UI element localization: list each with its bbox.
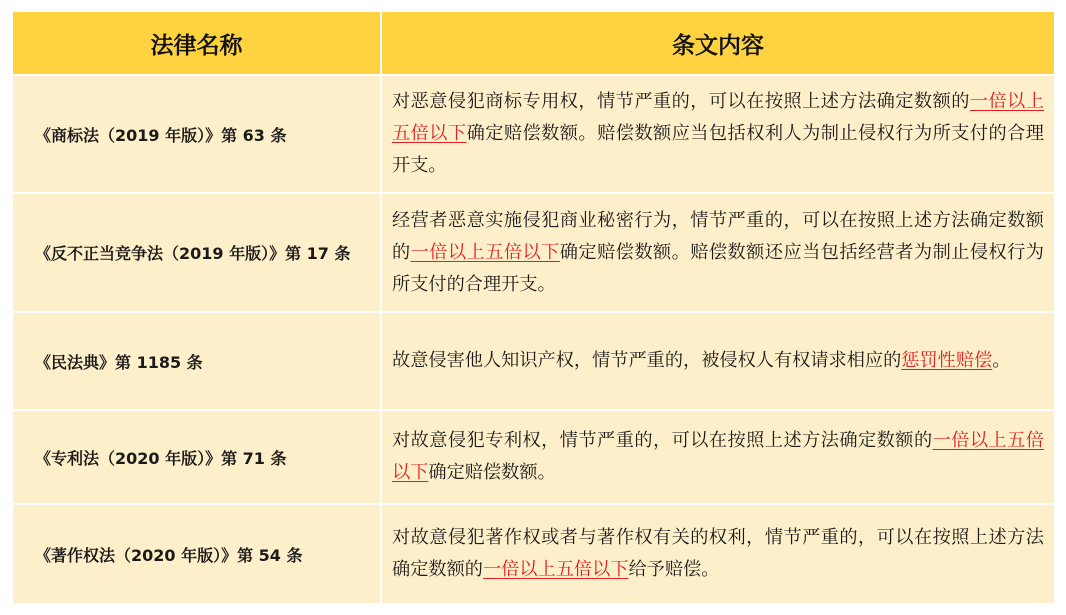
law-name-cell: 《著作权法（2020 年版）》第 54 条 [12,504,381,604]
table-row [12,193,1055,312]
article-content-cell [381,410,1055,504]
content-text: 对故意侵犯专利权，情节严重的，可以在按照上述方法确定数额的 [392,430,933,451]
table-row [12,312,1055,410]
article-content-cell [381,193,1055,312]
highlighted-multiplier: 一倍以上五倍以下 [482,559,629,580]
content-text: 。 [992,350,1011,371]
table-row [12,410,1055,504]
law-name-cell: 《反不正当竞争法（2019 年版）》第 17 条 [12,193,381,312]
law-name-cell: 《商标法（2019 年版）》第 63 条 [12,75,381,193]
content-text: 确定赔偿数额。赔偿数额应当包括权利人为制止侵权行为所支付的合理开支。 [392,123,1044,176]
article-content-cell [381,75,1055,193]
law-name-cell: 《专利法（2020 年版）》第 71 条 [12,410,381,504]
law-name-cell: 《民法典》第 1185 条 [12,312,381,410]
content-text: 对恶意侵犯商标专用权，情节严重的，可以在按照上述方法确定数额的 [392,91,970,112]
header-article-content: 条文内容 [381,11,1055,75]
content-text: 经营者恶意实施侵犯商业秘密行为，情节严重的，可以在按照上述方法确定数额的 [392,209,1044,263]
content-text: 对故意侵犯著作权或者与著作权有关的权利，情节严重的，可以在按照上述方法确定数额的 [392,527,1044,580]
table-row [12,75,1055,193]
content-text: 确定赔偿数额。 [428,462,556,483]
highlighted-multiplier: 一倍以上五倍以下 [392,91,1044,144]
law-comparison-table [11,10,1056,605]
highlighted-multiplier: 一倍以上五倍以下 [410,241,560,263]
table-row [12,504,1055,604]
article-content-cell [381,504,1055,604]
highlighted-punitive-damages: 惩罚性赔偿 [901,350,993,371]
table-header-row [12,11,1055,75]
header-law-name: 法律名称 [12,11,381,75]
article-content-cell [381,312,1055,410]
content-text: 确定赔偿数额。赔偿数额还应当包括经营者为制止侵权行为所支付的合理开支。 [392,241,1044,295]
content-text: 故意侵害他人知识产权，情节严重的，被侵权人有权请求相应的 [392,350,902,371]
content-text: 给予赔偿。 [628,559,720,580]
highlighted-multiplier: 一倍以上五倍以下 [392,430,1044,483]
